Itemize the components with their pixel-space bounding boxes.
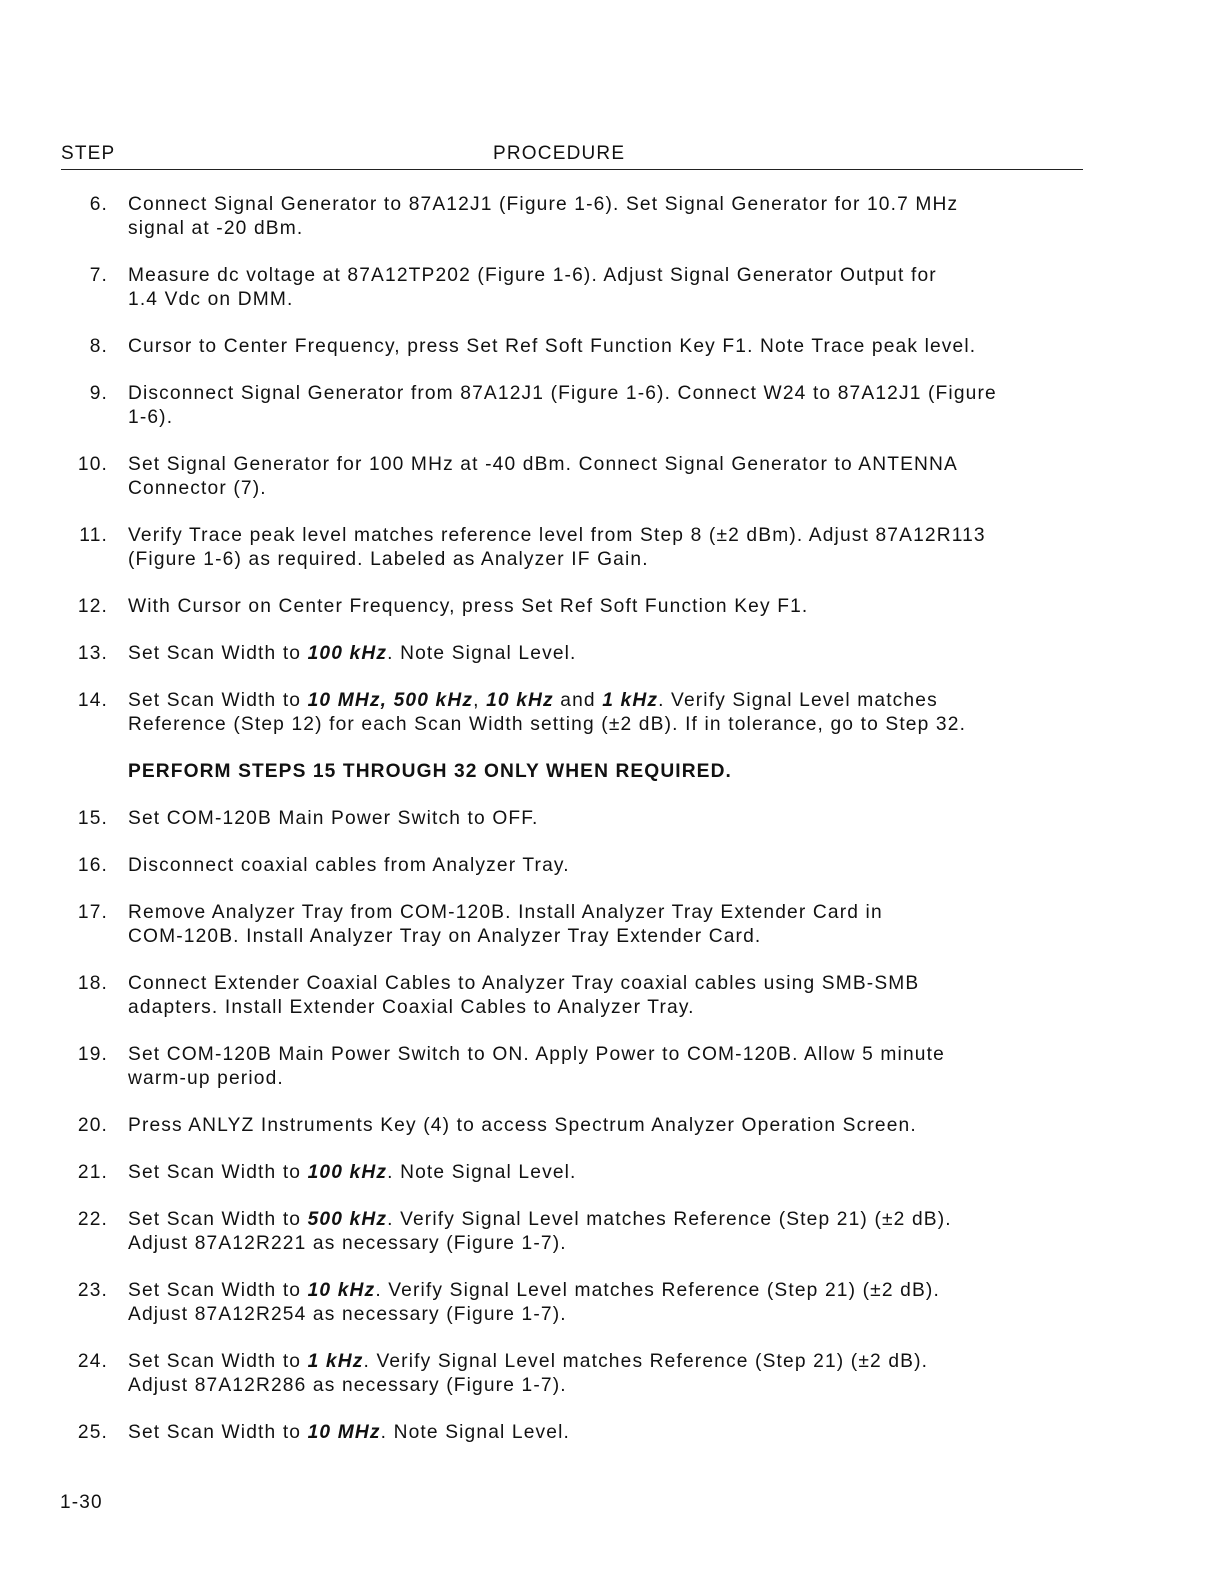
step-number: 11. <box>79 525 108 546</box>
conditional-steps-note: PERFORM STEPS 15 THROUGH 32 ONLY WHEN REQUIRED. <box>128 761 732 782</box>
step-number: 12. <box>77 596 108 617</box>
step-11 <box>61 524 1141 572</box>
step-16 <box>61 854 1141 878</box>
step-number: 14. <box>77 690 108 711</box>
step-12 <box>61 595 1141 619</box>
step-7 <box>61 264 1141 312</box>
step-number: 20. <box>77 1115 108 1136</box>
step-text: Set Signal Generator for 100 MHz at -40 dBm. Connect Signal Generator to ANTENNA Connector (7). <box>128 454 959 499</box>
step-number: 8. <box>89 336 108 357</box>
step-number: 22. <box>77 1209 108 1230</box>
step-text: Press ANLYZ Instruments Key (4) to access Spectrum Analyzer Operation Screen. <box>128 1115 917 1136</box>
step-17 <box>61 901 1141 949</box>
step-text: Set COM-120B Main Power Switch to OFF. <box>128 808 539 829</box>
step-text: Disconnect coaxial cables from Analyzer Tray. <box>128 855 570 876</box>
step-number: 9. <box>89 383 108 404</box>
step-text: Measure dc voltage at 87A12TP202 (Figure 1-6). Adjust Signal Generator Output for 1.4 Vdc on DMM. <box>128 265 937 310</box>
step-9 <box>61 382 1141 430</box>
step-10 <box>61 453 1141 501</box>
step-number: 18. <box>77 973 108 994</box>
procedure-header <box>61 142 1083 170</box>
step-text: With Cursor on Center Frequency, press Set Ref Soft Function Key F1. <box>128 596 809 617</box>
step-column-heading: STEP <box>61 143 116 164</box>
step-text: Set COM-120B Main Power Switch to ON. Apply Power to COM-120B. Allow 5 minute warm-up period. <box>128 1044 945 1089</box>
step-8 <box>61 335 1141 359</box>
step-text: Set Scan Width to 100 kHz. Note Signal Level. <box>128 643 577 664</box>
step-text: Cursor to Center Frequency, press Set Ref Soft Function Key F1. Note Trace peak level. <box>128 336 977 357</box>
step-25 <box>61 1421 1141 1445</box>
step-text: Set Scan Width to 10 MHz. Note Signal Level. <box>128 1422 571 1443</box>
step-number: 13. <box>77 643 108 664</box>
step-number: 23. <box>77 1280 108 1301</box>
step-text: Verify Trace peak level matches reference level from Step 8 (±2 dBm). Adjust 87A12R113 (Figure 1-6) as required. Labeled as Analyzer IF Gain. <box>128 525 986 570</box>
step-number: 16. <box>77 855 108 876</box>
step-14 <box>61 689 1141 737</box>
step-text: Set Scan Width to 500 kHz. Verify Signal Level matches Reference (Step 21) (±2 dB). Adjust 87A12R221 as necessary (Figure 1-7). <box>128 1209 952 1254</box>
procedure-steps <box>61 193 1141 1468</box>
step-20 <box>61 1114 1141 1138</box>
step-13 <box>61 642 1141 666</box>
step-text: Set Scan Width to 10 kHz. Verify Signal Level matches Reference (Step 21) (±2 dB). Adjust 87A12R254 as necessary (Figure 1-7). <box>128 1280 940 1325</box>
step-19 <box>61 1043 1141 1091</box>
step-text: Set Scan Width to 1 kHz. Verify Signal Level matches Reference (Step 21) (±2 dB). Adjust 87A12R286 as necessary (Figure 1-7). <box>128 1351 929 1396</box>
step-22 <box>61 1208 1141 1256</box>
step-6 <box>61 193 1141 241</box>
step-number: 10. <box>77 454 108 475</box>
step-number: 15. <box>77 808 108 829</box>
step-number: 25. <box>77 1422 108 1443</box>
step-text: Disconnect Signal Generator from 87A12J1 (Figure 1-6). Connect W24 to 87A12J1 (Figure 1-6). <box>128 383 997 428</box>
step-24 <box>61 1350 1141 1398</box>
step-23 <box>61 1279 1141 1327</box>
step-text: Remove Analyzer Tray from COM-120B. Install Analyzer Tray Extender Card in COM-120B. Install Analyzer Tray on Analyzer Tray Extender Card. <box>128 902 883 947</box>
step-21 <box>61 1161 1141 1185</box>
step-text: Set Scan Width to 100 kHz. Note Signal Level. <box>128 1162 577 1183</box>
step-number: 6. <box>89 194 108 215</box>
procedure-column-heading: PROCEDURE <box>493 143 626 164</box>
step-text: Set Scan Width to 10 MHz, 500 kHz, 10 kHz and 1 kHz. Verify Signal Level matches Reference (Step 12) for each Scan Width setting (±2 dB). If in tolerance, go to Step 32. <box>128 690 967 735</box>
step-number: 19. <box>77 1044 108 1065</box>
step-number: 21. <box>77 1162 108 1183</box>
step-15 <box>61 807 1141 831</box>
step-number: 7. <box>89 265 108 286</box>
step-text: Connect Extender Coaxial Cables to Analyzer Tray coaxial cables using SMB-SMB adapters. Install Extender Coaxial Cables to Analyzer Tray. <box>128 973 920 1018</box>
step-number: 17. <box>77 902 108 923</box>
page-number: 1-30 <box>60 1492 103 1513</box>
step-text: Connect Signal Generator to 87A12J1 (Figure 1-6). Set Signal Generator for 10.7 MHz signal at -20 dBm. <box>128 194 959 239</box>
step-number: 24. <box>77 1351 108 1372</box>
step-18 <box>61 972 1141 1020</box>
